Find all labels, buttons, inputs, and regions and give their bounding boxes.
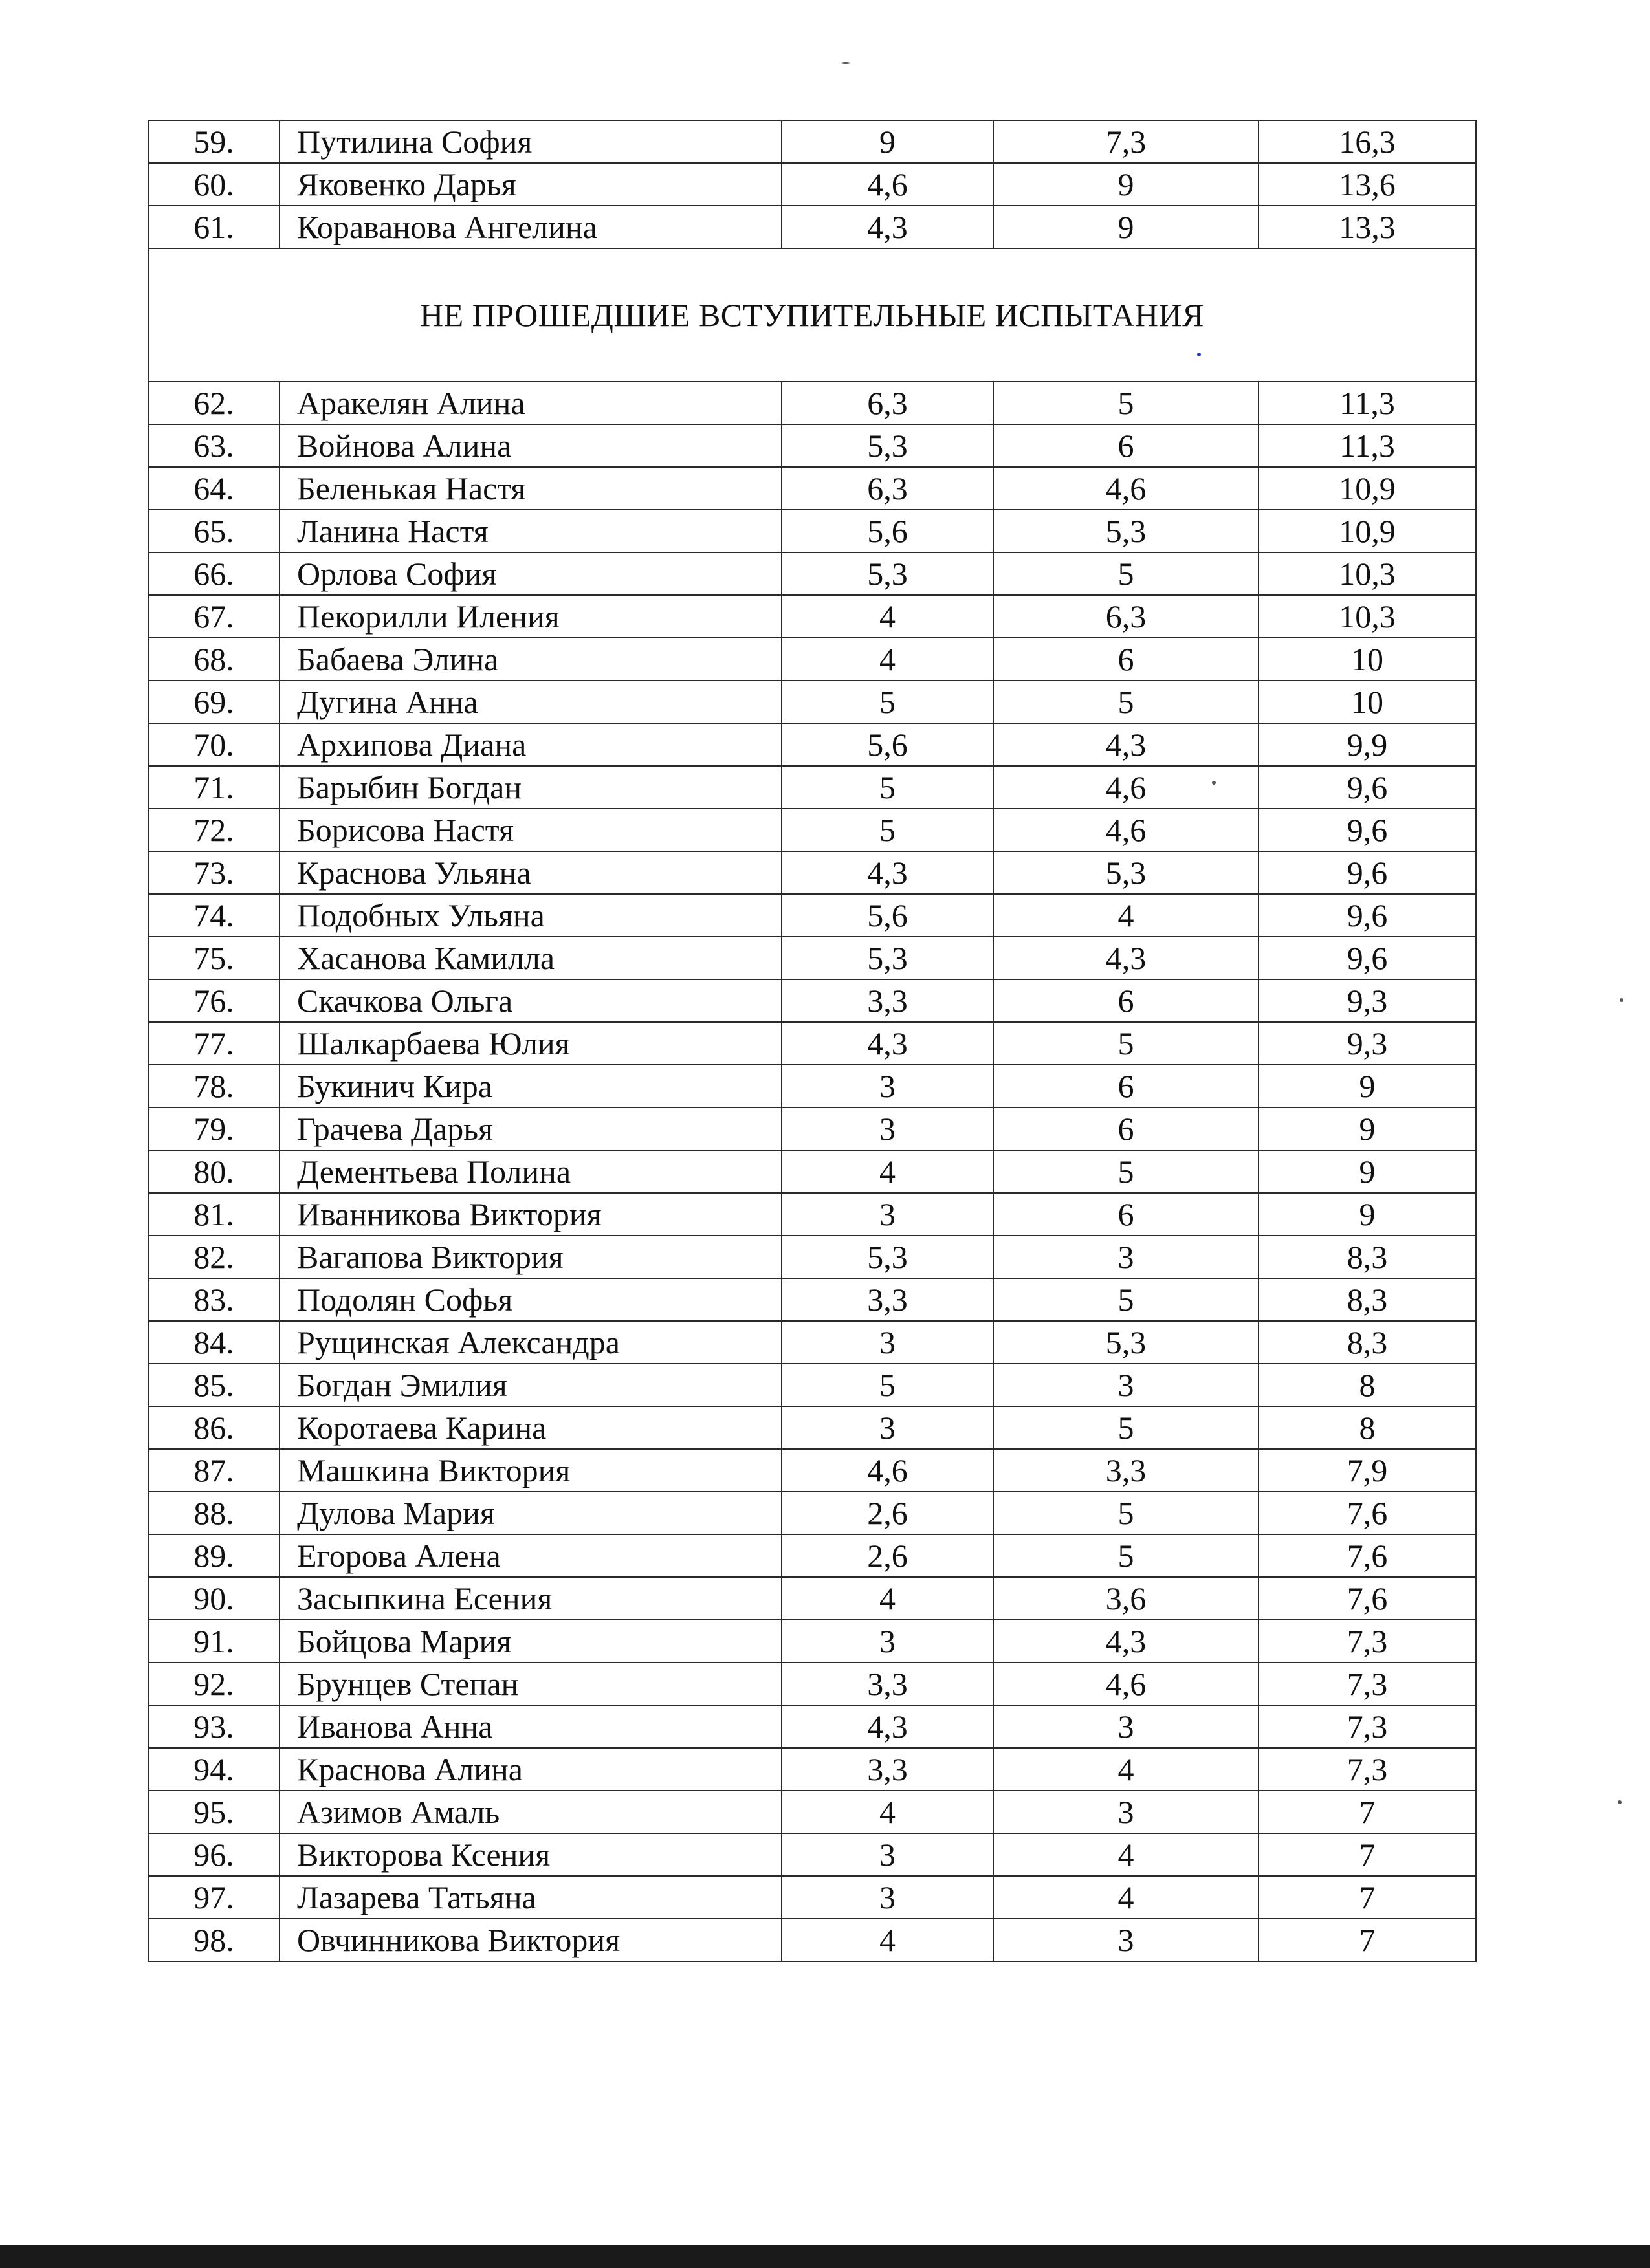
score-2: 5,3 <box>993 851 1259 894</box>
student-name: Аракелян Алина <box>280 382 782 424</box>
score-1: 3 <box>782 1321 993 1364</box>
total-score: 16,3 <box>1259 120 1476 163</box>
total-score: 8 <box>1259 1406 1476 1449</box>
student-name: Викторова Ксения <box>280 1833 782 1876</box>
total-score: 7,3 <box>1259 1620 1476 1663</box>
student-name: Иванова Анна <box>280 1705 782 1748</box>
student-name: Дулова Мария <box>280 1492 782 1534</box>
score-2: 4,3 <box>993 937 1259 979</box>
table-row <box>148 510 1476 552</box>
score-1: 5,6 <box>782 894 993 937</box>
score-2: 6,3 <box>993 595 1259 638</box>
table-row <box>148 979 1476 1022</box>
total-score: 9,6 <box>1259 809 1476 851</box>
score-1: 3 <box>782 1065 993 1107</box>
total-score: 8,3 <box>1259 1278 1476 1321</box>
total-score: 10 <box>1259 638 1476 681</box>
student-name: Коравановa Ангелина <box>280 206 782 248</box>
score-1: 3,3 <box>782 1748 993 1791</box>
student-name: Беленькая Настя <box>280 467 782 510</box>
total-score: 7,3 <box>1259 1663 1476 1705</box>
total-score: 7,6 <box>1259 1577 1476 1620</box>
score-1: 5,6 <box>782 723 993 766</box>
table-row <box>148 766 1476 809</box>
score-1: 3 <box>782 1833 993 1876</box>
scan-bottom-edge <box>0 2245 1650 2268</box>
score-1: 3 <box>782 1406 993 1449</box>
score-2: 5 <box>993 552 1259 595</box>
section-row <box>148 248 1476 382</box>
student-name: Грачева Дарья <box>280 1107 782 1150</box>
row-number: 90. <box>148 1577 280 1620</box>
score-2: 4,6 <box>993 467 1259 510</box>
student-name: Скачкова Ольга <box>280 979 782 1022</box>
section-divider <box>148 248 1476 382</box>
row-number: 77. <box>148 1022 280 1065</box>
row-number: 95. <box>148 1791 280 1833</box>
score-1: 6,3 <box>782 467 993 510</box>
total-score: 9 <box>1259 1065 1476 1107</box>
row-number: 89. <box>148 1534 280 1577</box>
score-2: 4,6 <box>993 809 1259 851</box>
row-number: 63. <box>148 424 280 467</box>
row-number: 79. <box>148 1107 280 1150</box>
row-number: 80. <box>148 1150 280 1193</box>
total-score: 10,9 <box>1259 467 1476 510</box>
total-score: 10 <box>1259 681 1476 723</box>
scan-speck <box>1212 781 1216 785</box>
student-name: Егорова Алена <box>280 1534 782 1577</box>
score-1: 5,3 <box>782 424 993 467</box>
student-name: Богдан Эмилия <box>280 1364 782 1406</box>
table-row <box>148 894 1476 937</box>
score-2: 3 <box>993 1236 1259 1278</box>
score-1: 5 <box>782 681 993 723</box>
total-score: 9,6 <box>1259 766 1476 809</box>
student-name: Овчинникова Виктория <box>280 1919 782 1961</box>
row-number: 86. <box>148 1406 280 1449</box>
score-1: 5,6 <box>782 510 993 552</box>
student-name: Иванникова Виктория <box>280 1193 782 1236</box>
score-2: 4 <box>993 894 1259 937</box>
row-number: 70. <box>148 723 280 766</box>
score-1: 4 <box>782 1791 993 1833</box>
score-1: 4,3 <box>782 851 993 894</box>
section-title: НЕ ПРОШЕДШИЕ ВСТУПИТЕЛЬНЫЕ ИСПЫТАНИЯ <box>148 248 1476 382</box>
row-number: 59. <box>148 120 280 163</box>
total-score: 9,6 <box>1259 937 1476 979</box>
table-row <box>148 1406 1476 1449</box>
total-score: 13,3 <box>1259 206 1476 248</box>
row-number: 78. <box>148 1065 280 1107</box>
row-number: 62. <box>148 382 280 424</box>
results-table <box>148 120 1477 1962</box>
score-2: 3 <box>993 1364 1259 1406</box>
score-1: 4 <box>782 1150 993 1193</box>
table-row <box>148 1150 1476 1193</box>
score-1: 3 <box>782 1107 993 1150</box>
total-score: 8,3 <box>1259 1321 1476 1364</box>
table-row <box>148 1065 1476 1107</box>
total-score: 9 <box>1259 1107 1476 1150</box>
student-name: Букинич Кира <box>280 1065 782 1107</box>
score-2: 3 <box>993 1919 1259 1961</box>
score-2: 6 <box>993 424 1259 467</box>
row-number: 65. <box>148 510 280 552</box>
student-name: Хасанова Камилла <box>280 937 782 979</box>
score-1: 5 <box>782 809 993 851</box>
row-number: 61. <box>148 206 280 248</box>
student-name: Подолян Софья <box>280 1278 782 1321</box>
student-name: Засыпкина Есения <box>280 1577 782 1620</box>
row-number: 81. <box>148 1193 280 1236</box>
row-number: 73. <box>148 851 280 894</box>
scan-speck <box>1618 1800 1622 1804</box>
score-1: 4 <box>782 1919 993 1961</box>
student-name: Машкина Виктория <box>280 1449 782 1492</box>
student-name: Коротаева Карина <box>280 1406 782 1449</box>
score-2: 6 <box>993 1193 1259 1236</box>
table-row <box>148 1833 1476 1876</box>
row-number: 93. <box>148 1705 280 1748</box>
score-1: 3,3 <box>782 1278 993 1321</box>
score-2: 5 <box>993 382 1259 424</box>
results-table-bottom <box>148 382 1476 1961</box>
table-row <box>148 1492 1476 1534</box>
student-name: Лазарева Татьяна <box>280 1876 782 1919</box>
total-score: 9,6 <box>1259 851 1476 894</box>
row-number: 94. <box>148 1748 280 1791</box>
score-2: 4,3 <box>993 1620 1259 1663</box>
student-name: Вагапова Виктория <box>280 1236 782 1278</box>
score-2: 4 <box>993 1748 1259 1791</box>
score-1: 4,6 <box>782 163 993 206</box>
score-1: 5,3 <box>782 937 993 979</box>
score-2: 5,3 <box>993 1321 1259 1364</box>
row-number: 71. <box>148 766 280 809</box>
total-score: 8 <box>1259 1364 1476 1406</box>
row-number: 87. <box>148 1449 280 1492</box>
score-1: 5 <box>782 1364 993 1406</box>
table-row <box>148 809 1476 851</box>
student-name: Краснова Алина <box>280 1748 782 1791</box>
score-2: 4 <box>993 1876 1259 1919</box>
total-score: 13,6 <box>1259 163 1476 206</box>
score-2: 6 <box>993 979 1259 1022</box>
results-table-top <box>148 120 1476 248</box>
score-1: 4,6 <box>782 1449 993 1492</box>
total-score: 7,3 <box>1259 1748 1476 1791</box>
score-2: 6 <box>993 638 1259 681</box>
total-score: 10,3 <box>1259 595 1476 638</box>
table-row <box>148 206 1476 248</box>
student-name: Брунцев Степан <box>280 1663 782 1705</box>
score-2: 5 <box>993 1022 1259 1065</box>
row-number: 75. <box>148 937 280 979</box>
table-row <box>148 681 1476 723</box>
total-score: 9,3 <box>1259 1022 1476 1065</box>
total-score: 10,9 <box>1259 510 1476 552</box>
row-number: 82. <box>148 1236 280 1278</box>
table-row <box>148 120 1476 163</box>
score-1: 2,6 <box>782 1492 993 1534</box>
table-row <box>148 1022 1476 1065</box>
total-score: 7 <box>1259 1919 1476 1961</box>
student-name: Путилина София <box>280 120 782 163</box>
row-number: 72. <box>148 809 280 851</box>
score-2: 6 <box>993 1065 1259 1107</box>
scan-speck <box>1197 353 1201 356</box>
table-row <box>148 1620 1476 1663</box>
score-1: 4,3 <box>782 1022 993 1065</box>
table-row <box>148 1278 1476 1321</box>
score-1: 6,3 <box>782 382 993 424</box>
score-1: 5,3 <box>782 1236 993 1278</box>
student-name: Войнова Алина <box>280 424 782 467</box>
student-name: Дугина Анна <box>280 681 782 723</box>
scan-speck <box>1620 998 1623 1002</box>
table-row <box>148 1705 1476 1748</box>
score-2: 3,3 <box>993 1449 1259 1492</box>
student-name: Бабаева Элина <box>280 638 782 681</box>
score-1: 5 <box>782 766 993 809</box>
total-score: 8,3 <box>1259 1236 1476 1278</box>
table-row <box>148 1748 1476 1791</box>
total-score: 7 <box>1259 1791 1476 1833</box>
score-1: 4 <box>782 1577 993 1620</box>
row-number: 67. <box>148 595 280 638</box>
total-score: 7 <box>1259 1876 1476 1919</box>
score-2: 3 <box>993 1705 1259 1748</box>
score-1: 3 <box>782 1620 993 1663</box>
total-score: 9,6 <box>1259 894 1476 937</box>
score-2: 4,3 <box>993 723 1259 766</box>
score-1: 4 <box>782 595 993 638</box>
student-name: Пекорилли Иления <box>280 595 782 638</box>
student-name: Борисова Настя <box>280 809 782 851</box>
table-row <box>148 1107 1476 1150</box>
row-number: 64. <box>148 467 280 510</box>
score-1: 4,3 <box>782 206 993 248</box>
score-2: 3 <box>993 1791 1259 1833</box>
row-number: 83. <box>148 1278 280 1321</box>
total-score: 9,9 <box>1259 723 1476 766</box>
score-1: 4 <box>782 638 993 681</box>
score-2: 9 <box>993 206 1259 248</box>
row-number: 60. <box>148 163 280 206</box>
row-number: 92. <box>148 1663 280 1705</box>
score-2: 4,6 <box>993 1663 1259 1705</box>
total-score: 11,3 <box>1259 382 1476 424</box>
student-name: Барыбин Богдан <box>280 766 782 809</box>
student-name: Краснова Ульяна <box>280 851 782 894</box>
row-number: 96. <box>148 1833 280 1876</box>
score-2: 7,3 <box>993 120 1259 163</box>
table-row <box>148 937 1476 979</box>
row-number: 98. <box>148 1919 280 1961</box>
total-score: 7,9 <box>1259 1449 1476 1492</box>
student-name: Азимов Амаль <box>280 1791 782 1833</box>
student-name: Рущинская Александра <box>280 1321 782 1364</box>
score-2: 4,6 <box>993 766 1259 809</box>
table-row <box>148 1919 1476 1961</box>
score-1: 5,3 <box>782 552 993 595</box>
table-row <box>148 1663 1476 1705</box>
total-score: 9 <box>1259 1150 1476 1193</box>
table-row <box>148 1321 1476 1364</box>
total-score: 7 <box>1259 1833 1476 1876</box>
row-number: 68. <box>148 638 280 681</box>
total-score: 7,3 <box>1259 1705 1476 1748</box>
student-name: Орлова София <box>280 552 782 595</box>
table-row <box>148 851 1476 894</box>
row-number: 66. <box>148 552 280 595</box>
score-2: 6 <box>993 1107 1259 1150</box>
table-row <box>148 382 1476 424</box>
score-1: 3 <box>782 1193 993 1236</box>
student-name: Шалкарбаева Юлия <box>280 1022 782 1065</box>
table-row <box>148 1364 1476 1406</box>
row-number: 74. <box>148 894 280 937</box>
table-row <box>148 595 1476 638</box>
total-score: 7,6 <box>1259 1534 1476 1577</box>
score-2: 5 <box>993 1278 1259 1321</box>
student-name: Архипова Диана <box>280 723 782 766</box>
row-number: 91. <box>148 1620 280 1663</box>
score-2: 5 <box>993 681 1259 723</box>
score-2: 4 <box>993 1833 1259 1876</box>
table-row <box>148 467 1476 510</box>
score-1: 9 <box>782 120 993 163</box>
student-name: Яковенко Дарья <box>280 163 782 206</box>
student-name: Бойцова Мария <box>280 1620 782 1663</box>
row-number: 85. <box>148 1364 280 1406</box>
score-1: 3,3 <box>782 1663 993 1705</box>
score-1: 3 <box>782 1876 993 1919</box>
table-row <box>148 1193 1476 1236</box>
row-number: 88. <box>148 1492 280 1534</box>
score-2: 5 <box>993 1492 1259 1534</box>
score-1: 2,6 <box>782 1534 993 1577</box>
score-2: 5 <box>993 1406 1259 1449</box>
student-name: Ланина Настя <box>280 510 782 552</box>
student-name: Подобных Ульяна <box>280 894 782 937</box>
table-row <box>148 1876 1476 1919</box>
table-row <box>148 638 1476 681</box>
table-row <box>148 163 1476 206</box>
row-number: 76. <box>148 979 280 1022</box>
total-score: 10,3 <box>1259 552 1476 595</box>
row-number: 69. <box>148 681 280 723</box>
table-row <box>148 723 1476 766</box>
table-row <box>148 1791 1476 1833</box>
table-row <box>148 552 1476 595</box>
total-score: 7,6 <box>1259 1492 1476 1534</box>
scan-speck <box>841 62 850 64</box>
table-row <box>148 1534 1476 1577</box>
score-2: 5 <box>993 1534 1259 1577</box>
total-score: 11,3 <box>1259 424 1476 467</box>
row-number: 84. <box>148 1321 280 1364</box>
score-2: 9 <box>993 163 1259 206</box>
total-score: 9 <box>1259 1193 1476 1236</box>
table-row <box>148 1449 1476 1492</box>
score-1: 3,3 <box>782 979 993 1022</box>
score-2: 5 <box>993 1150 1259 1193</box>
score-2: 3,6 <box>993 1577 1259 1620</box>
score-2: 5,3 <box>993 510 1259 552</box>
table-row <box>148 1236 1476 1278</box>
table-row <box>148 1577 1476 1620</box>
student-name: Дементьева Полина <box>280 1150 782 1193</box>
total-score: 9,3 <box>1259 979 1476 1022</box>
row-number: 97. <box>148 1876 280 1919</box>
table-row <box>148 424 1476 467</box>
score-1: 4,3 <box>782 1705 993 1748</box>
